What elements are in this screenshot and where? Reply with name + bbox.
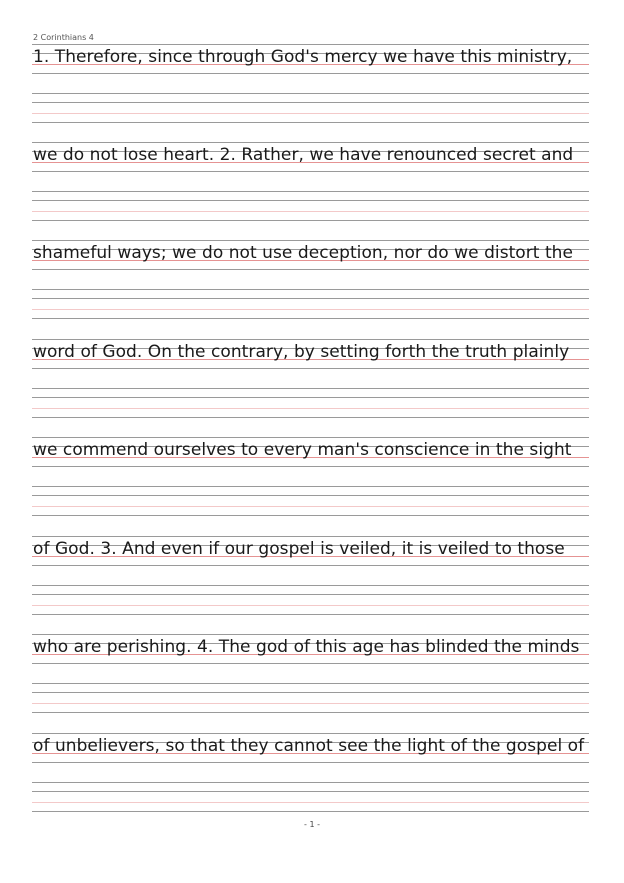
writing-line-3: [32, 240, 589, 338]
page-header: 2 Corinthians 4: [33, 33, 94, 42]
verse-line-text: who are perishing. 4. The god of this age has blinded the minds: [33, 637, 580, 657]
verse-line-text: shameful ways; we do not use deception, nor do we distort the: [33, 243, 574, 263]
writing-line-8: [32, 733, 589, 831]
verse-line-text: of unbelievers, so that they cannot see the light of the gospel of: [33, 736, 585, 756]
writing-line-4: [32, 339, 589, 437]
verse-line-text: 1. Therefore, since through God's mercy we have this ministry,: [33, 47, 573, 67]
writing-line-7: [32, 634, 589, 732]
verse-line-text: we do not lose heart. 2. Rather, we have renounced secret and: [33, 145, 574, 165]
verse-line-text: word of God. On the contrary, by setting forth the truth plainly: [33, 342, 570, 362]
verse-line-text: of God. 3. And even if our gospel is veiled, it is veiled to those: [33, 539, 565, 559]
verse-line-text: we commend ourselves to every man's conscience in the sight: [33, 440, 572, 460]
page-number: - 1 -: [304, 820, 320, 829]
writing-line-1: [32, 44, 589, 142]
writing-line-2: [32, 142, 589, 240]
writing-line-5: [32, 437, 589, 535]
writing-line-6: [32, 536, 589, 634]
